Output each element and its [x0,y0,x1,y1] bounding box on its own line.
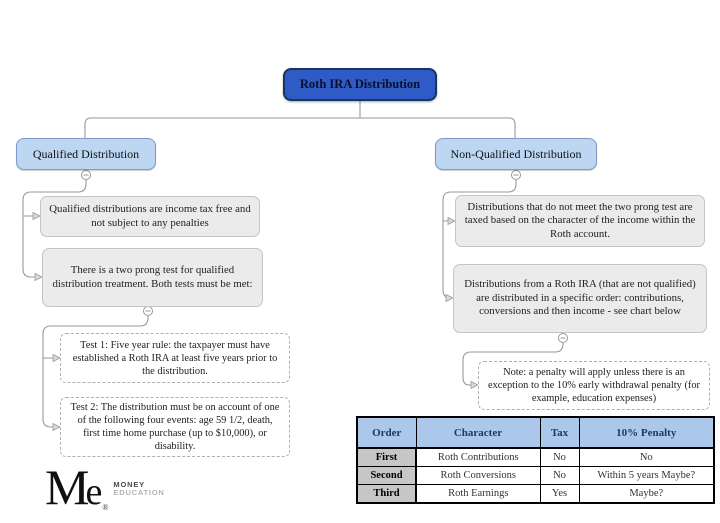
detail-box-test-1-five-year-rule: Test 1: Five year rule: the taxpayer must have established a Roth IRA at least five years prior to the distribution. [60,333,290,383]
logo-monogram: Me® [45,459,109,515]
logo-word-education: EDUCATION [113,488,165,498]
cell-character: Roth Earnings [416,485,540,504]
column-header-character: Character [416,417,540,448]
table-header-row [357,417,714,448]
info-box-distribution-ordering: Distributions from a Roth IRA (that are not qualified) are distributed in a specific order: contributions, conversions and then income - see chart below [453,264,707,333]
table-row [357,485,714,504]
registered-mark-icon: ® [102,503,109,512]
logo-wordmark [113,481,164,498]
cell-order: Third [357,485,416,504]
branch-node-non-qualified-distribution: Non-Qualified Distribution [435,138,597,170]
cell-tax: No [540,467,579,485]
table-row [357,467,714,485]
root-node-roth-ira-distribution: Roth IRA Distribution [283,68,437,101]
cell-character: Roth Conversions [416,467,540,485]
money-education-logo [45,459,165,515]
cell-tax: Yes [540,485,579,504]
cell-penalty: Within 5 years Maybe? [579,467,714,485]
column-header-10-percent-penalty: 10% Penalty [579,417,714,448]
cell-order: Second [357,467,416,485]
info-box-non-qualified-taxed-on-character: Distributions that do not meet the two prong test are taxed based on the character of the income within the Roth account. [455,195,705,247]
cell-penalty: No [579,448,714,467]
cell-penalty: Maybe? [579,485,714,504]
column-header-tax: Tax [540,417,579,448]
cell-tax: No [540,448,579,467]
table-row [357,448,714,467]
cell-order: First [357,448,416,467]
distribution-order-table [356,416,715,504]
note-box-penalty-exception: Note: a penalty will apply unless there is an exception to the 10% early withdrawal penalty (for example, education expenses) [478,361,710,410]
info-box-two-prong-test: There is a two prong test for qualified distribution treatment. Both tests must be met: [42,248,263,307]
logo-word-money: MONEY [113,479,145,489]
column-header-order: Order [357,417,416,448]
detail-box-test-2-qualifying-events: Test 2: The distribution must be on account of one of the following four events: age 59 1/2, death, first time home purchase (up to $10,000), or disability. [60,397,290,457]
branch-node-qualified-distribution: Qualified Distribution [16,138,156,170]
cell-character: Roth Contributions [416,448,540,467]
info-box-qualified-tax-free: Qualified distributions are income tax free and not subject to any penalties [40,196,260,237]
